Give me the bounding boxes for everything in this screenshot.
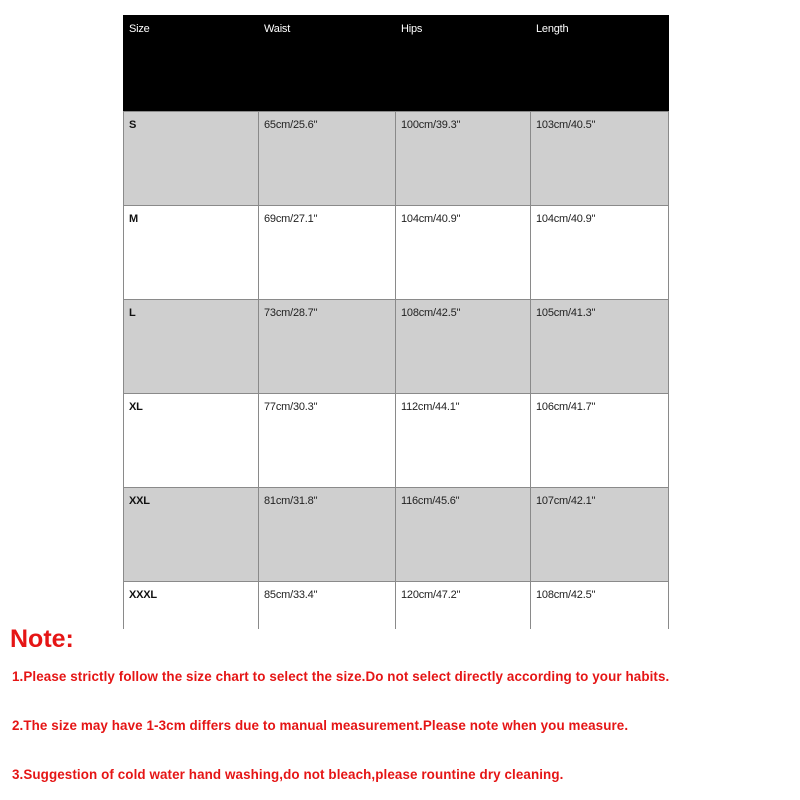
size-cell: XXXL — [124, 582, 259, 630]
length-cell: 107cm/42.1" — [531, 488, 669, 582]
header-hips: Hips — [396, 16, 531, 112]
hips-cell: 108cm/42.5" — [396, 300, 531, 394]
size-cell: XXL — [124, 488, 259, 582]
length-cell: 103cm/40.5" — [531, 112, 669, 206]
hips-cell: 104cm/40.9" — [396, 206, 531, 300]
table-header-row — [124, 16, 669, 112]
size-cell: M — [124, 206, 259, 300]
hips-cell: 112cm/44.1" — [396, 394, 531, 488]
hips-cell: 100cm/39.3" — [396, 112, 531, 206]
note-item-measurement: 2.The size may have 1-3cm differs due to manual measurement.Please note when you measure. — [12, 718, 629, 733]
waist-cell: 73cm/28.7" — [259, 300, 396, 394]
waist-cell: 69cm/27.1" — [259, 206, 396, 300]
header-waist: Waist — [259, 16, 396, 112]
table-row — [124, 582, 669, 630]
size-cell: L — [124, 300, 259, 394]
hips-cell: 116cm/45.6" — [396, 488, 531, 582]
table-row — [124, 488, 669, 582]
size-cell: XL — [124, 394, 259, 488]
table-row — [124, 206, 669, 300]
header-length: Length — [531, 16, 669, 112]
waist-cell: 81cm/31.8" — [259, 488, 396, 582]
table-row — [124, 112, 669, 206]
table-row — [124, 300, 669, 394]
size-cell: S — [124, 112, 259, 206]
length-cell: 108cm/42.5" — [531, 582, 669, 630]
waist-cell: 77cm/30.3" — [259, 394, 396, 488]
note-title: Note: — [10, 625, 74, 653]
header-size: Size — [124, 16, 259, 112]
length-cell: 105cm/41.3" — [531, 300, 669, 394]
hips-cell: 120cm/47.2" — [396, 582, 531, 630]
waist-cell: 65cm/25.6" — [259, 112, 396, 206]
waist-cell: 85cm/33.4" — [259, 582, 396, 630]
size-chart-table — [123, 15, 669, 629]
length-cell: 104cm/40.9" — [531, 206, 669, 300]
length-cell: 106cm/41.7" — [531, 394, 669, 488]
note-item-washing: 3.Suggestion of cold water hand washing,do not bleach,please rountine dry cleaning. — [12, 767, 564, 782]
note-item-size-chart: 1.Please strictly follow the size chart to select the size.Do not select directly according to your habits. — [12, 669, 670, 684]
table-row — [124, 394, 669, 488]
